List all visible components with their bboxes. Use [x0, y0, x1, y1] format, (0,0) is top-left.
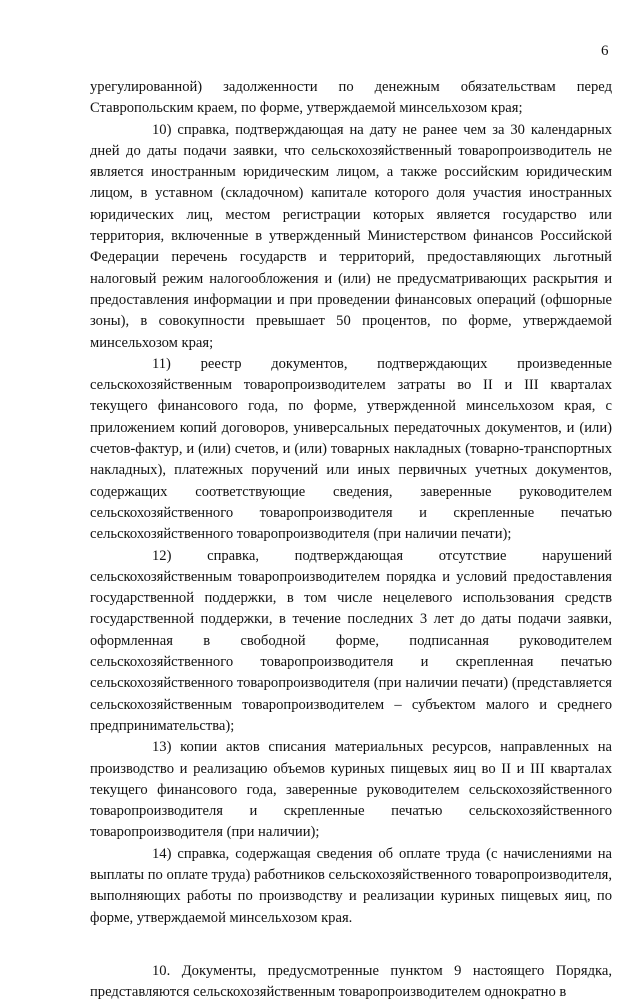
document-body: [90, 77, 612, 1003]
list-item-13: 13) копии актов списания материальных ресурсов, направленных на производство и реализацию объемов куриных пищевых яиц во II и III кварталах текущего финансового года, заверенные руководителем сельскохозяйственного товаропроизводителя и скрепленные печатью сельскохозяйственного товаропроизводителя (при наличии);: [90, 739, 612, 841]
page-number: 6: [601, 43, 609, 59]
list-item-10: 10) справка, подтверждающая на дату не ранее чем за 30 календарных дней до даты подачи заявки, что сельскохозяйственный товаропроизводитель не является иностранным юридическим лицом, а также российским юридическим лицом, в уставном (складочном) капитале которого доля участия иностранных юридических лиц, местом регистрации которых является государство или территория, включенные в утвержденный Министерством финансов Российской Федерации перечень государств и территорий, предоставляющих льготный налоговый режим налогообложения и (или) не предусматривающих раскрытия и предоставления информации и при проведении финансовых операций (офшорные зоны), в совокупности превышает 50 процентов, по форме, утверждаемой минсельхозом края;: [90, 121, 612, 351]
list-item-11: 11) реестр документов, подтверждающих произведенные сельскохозяйственным товаропроизводителем затраты во II и III кварталах текущего финансового года, по форме, утвержденной минсельхозом края, с приложением копий договоров, универсальных передаточных документов, и (или) счетов-фактур, и (или) счетов, и (или) товарных накладных (товарно-транспортных накладных), платежных поручений или иных первичных учетных документов, содержащих соответствующие сведения, заверенные руководителем сельскохозяйственного товаропроизводителя и скрепленные печатью сельскохозяйственного товаропроизводителя (при наличии печати);: [90, 355, 612, 543]
section-item-10: 10. Документы, предусмотренные пунктом 9 настоящего Порядка, представляются сельскохозяйственным товаропроизводителем однократно в: [90, 962, 612, 1001]
paragraph-continuation: урегулированной) задолженности по денежным обязательствам перед Ставропольским краем, по форме, утверждаемой минсельхозом края;: [90, 79, 612, 117]
list-item-14: 14) справка, содержащая сведения об оплате труда (с начислениями на выплаты по оплате труда) работников сельскохозяйственного товаропроизводителя, выполняющих работы по производству и реализации куриных пищевых яиц, по форме, утверждаемой минсельхозом края.: [90, 845, 612, 926]
list-item-12: 12) справка, подтверждающая отсутствие нарушений сельскохозяйственным товаропроизводителем порядка и условий предоставления государственной поддержки, в том числе нецелевого использования средств государственной поддержки, в течение последних 3 лет до даты подачи заявки, оформленная в свободной форме, подписанная руководителем сельскохозяйственного товаропроизводителя и скрепленная печатью сельскохозяйственного товаропроизводителя (при наличии печати) (представляется сельскохозяйственным товаропроизводителем – субъектом малого и среднего предпринимательства);: [90, 547, 612, 734]
